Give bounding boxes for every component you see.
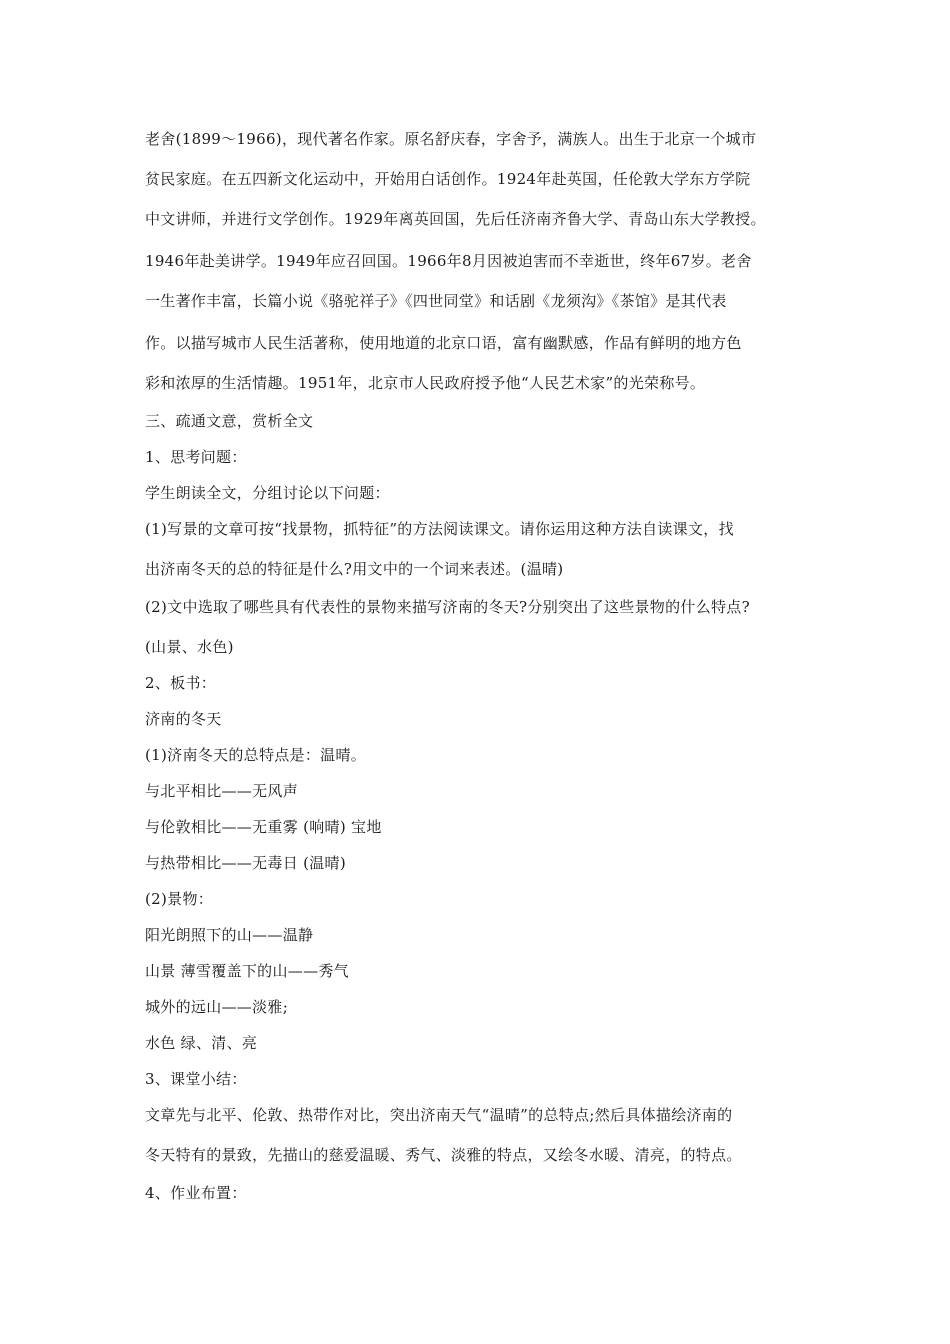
paragraph-line: 冬天特有的景致，先描山的慈爱温暖、秀气、淡雅的特点，又绘冬水暖、清亮，的特点。	[145, 1146, 742, 1164]
paragraph-line: 彩和浓厚的生活情趣。1951年，北京市人民政府授予他“人民艺术家”的光荣称号。	[145, 374, 706, 392]
board-line: (1)济南冬天的总特点是：温晴。	[145, 746, 367, 764]
paragraph-line: 贫民家庭。在五四新文化运动中，开始用白话创作。1924年赴英国，任伦敦大学东方学院	[145, 170, 751, 188]
paragraph-line: 一生著作丰富，长篇小说《骆驼祥子》《四世同堂》和话剧《龙须沟》《茶馆》是其代表	[145, 292, 727, 310]
subheading: 1、思考问题：	[145, 448, 247, 466]
board-line: 城外的远山——淡雅;	[145, 998, 289, 1016]
question-line: (山景、水色)	[145, 638, 234, 656]
board-line: (2)景物：	[145, 890, 214, 908]
board-line: 与热带相比——无毒日 (温晴)	[145, 854, 346, 872]
question-line: (1)写景的文章可按“找景物，抓特征”的方法阅读课文。请你运用这种方法自读课文，找	[145, 520, 734, 538]
question-line: (2)文中选取了哪些具有代表性的景物来描写济南的冬天?分别突出了这些景物的什么特点?	[145, 598, 750, 616]
board-title: 济南的冬天	[145, 710, 222, 728]
board-line: 山景 薄雪覆盖下的山——秀气	[145, 962, 349, 980]
board-line: 水色 绿、清、亮	[145, 1034, 258, 1052]
question-line: 出济南冬天的总的特征是什么?用文中的一个词来表述。(温晴)	[145, 560, 564, 578]
subheading: 4、作业布置：	[145, 1184, 247, 1202]
paragraph-line: 中文讲师，并进行文学创作。1929年离英回国，先后任济南齐鲁大学、青岛山东大学教授。	[145, 210, 766, 228]
board-line: 阳光朗照下的山——温静	[145, 926, 314, 944]
paragraph-line: 文章先与北平、伦敦、热带作对比，突出济南天气“温晴”的总特点;然后具体描绘济南的	[145, 1106, 733, 1124]
paragraph-line: 作。以描写城市人民生活著称，使用地道的北京口语，富有幽默感，作品有鲜明的地方色	[145, 334, 742, 352]
board-line: 与北平相比——无风声	[145, 782, 299, 800]
section-heading: 三、疏通文意，赏析全文	[145, 412, 314, 430]
paragraph-line: 老舍(1899～1966)，现代著名作家。原名舒庆春，字舍予，满族人。出生于北京一个城市	[145, 130, 757, 148]
subheading: 2、板书：	[145, 674, 217, 692]
subheading: 3、课堂小结：	[145, 1070, 247, 1088]
board-line: 与伦敦相比——无重雾 (响晴) 宝地	[145, 818, 382, 836]
paragraph-line: 学生朗读全文，分组讨论以下问题：	[145, 484, 390, 502]
paragraph-line: 1946年赴美讲学。1949年应召回国。1966年8月因被迫害而不幸逝世，终年67岁。老舍	[145, 252, 752, 270]
